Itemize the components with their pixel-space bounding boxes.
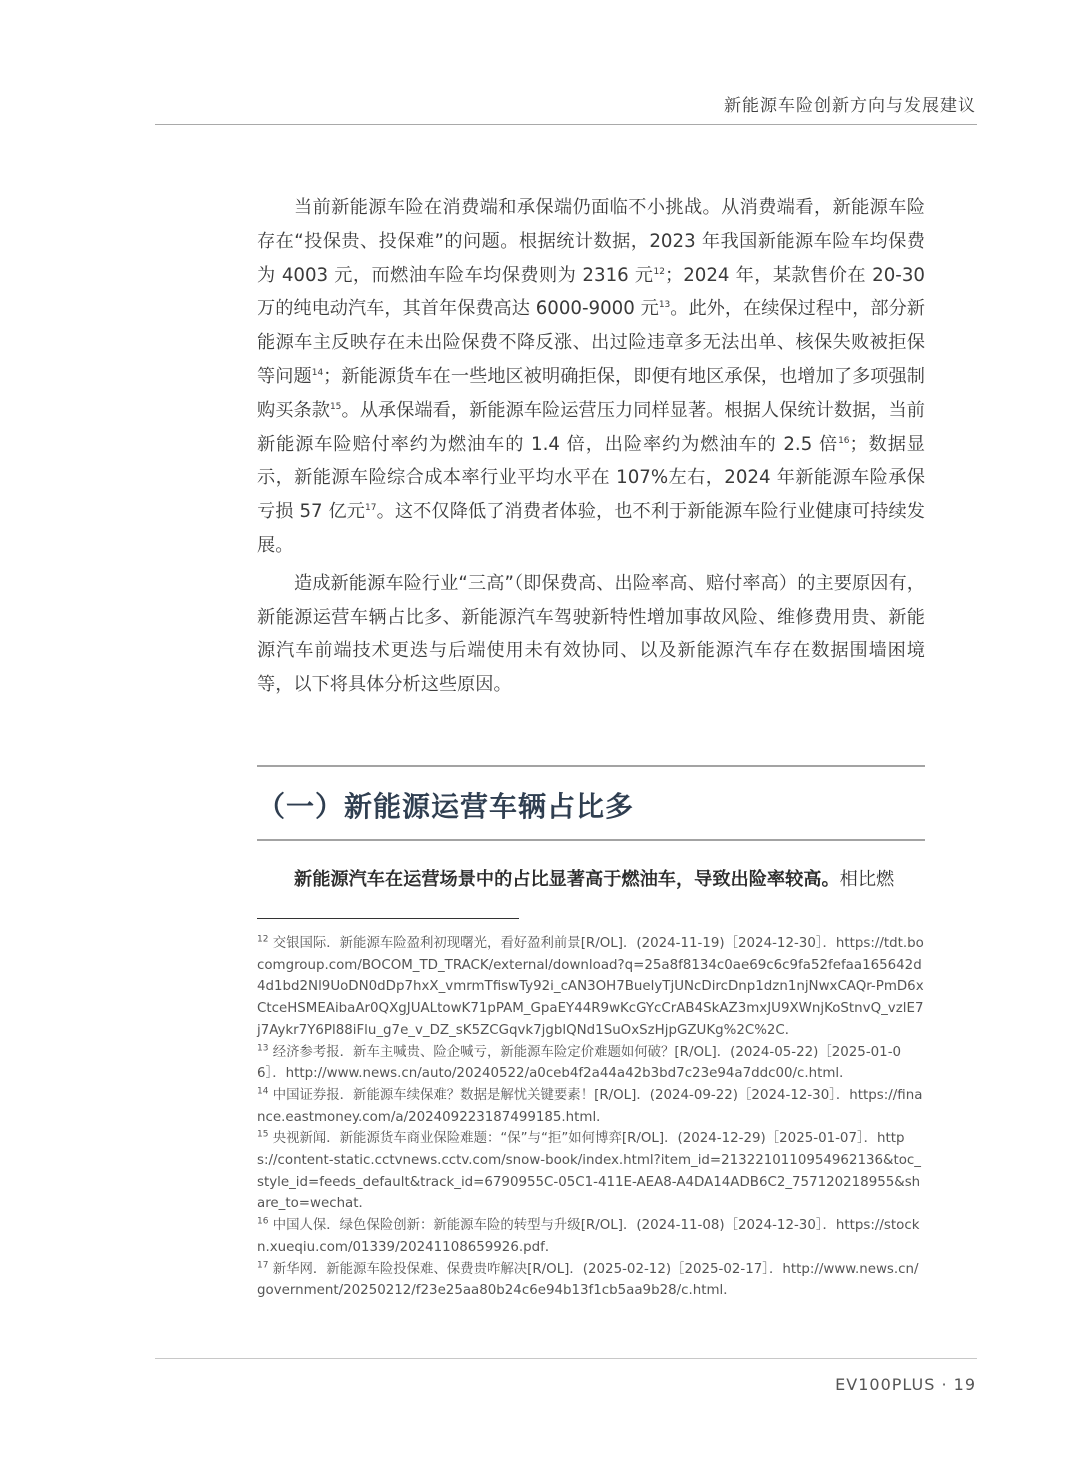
paragraph-2: 造成新能源车险行业“三高”（即保费高、出险率高、赔付率高）的主要原因有，新能源运营车辆占比多、新能源汽车驾驶新特性增加事故风险、维修费用贵、新能源汽车前端技术更迭与后端使用未有效协同、以及新能源汽车存在数据围墙困境等，以下将具体分析这些原因。 (257, 572, 925, 696)
paragraph-1 (257, 191, 925, 563)
lead-normal-text: 相比燃 (839, 869, 895, 890)
page-footer: EV100PLUS · 19 (835, 1375, 976, 1394)
section-heading: （一）新能源运营车辆占比多 (257, 790, 635, 823)
p1-text-1: 当前新能源车险在消费端和承保端仍面临不小挑战。从消费端看，新能源车险存在“投保贵、投保难”的问题。根据统计数据，2023 年我国新能源车险车均保费为 4003 元，而燃油车险车均保费则为 2316 元 (257, 197, 925, 286)
footnote-text[interactable]: 中国人保．绿色保险创新：新能源车险的转型与升级[R/OL]．(2024-11-08)［2024-12-30］．https://stockn.xueqiu.com/01339/20241108659926.pdf． (257, 1218, 920, 1255)
running-header-title: 新能源车险创新方向与发展建议 (724, 96, 976, 116)
footnote-16 (257, 1215, 925, 1258)
p1-text-6: ；数据显示，新能源车险综合成本率行业平均水平在 107%左右，2024 年新能源车险承保亏损 57 亿元 (257, 433, 925, 523)
footnote-ref-14[interactable]: 14 (311, 367, 324, 378)
header-rule (155, 124, 977, 125)
footnote-text[interactable]: 新华网．新能源车险投保难、保费贵咋解决[R/OL]．(2025-02-12)［2025-02-17］．http://www.news.cn/government/20250212/f23e25aa80b24c6e94b13f1cb5aa9b28/c.html． (257, 1261, 919, 1299)
footnote-text[interactable]: 交银国际．新能源车险盈利初现曙光，看好盈利前景[R/OL]．(2024-11-19)［2024-12-30］．https://tdt.bocomgroup.com/BOCOM_TD_TRACK/external/download?q=25a8f8134c0ae69c6c9fa52fefaa165642d4d1bd2Nl9UoDN0dDp7hxX_vmrmTfiswTy92i_cAN3OH7BuelyTjUNcDircDnp1dzn1njNwxCAQr-PmD6xCtceHSMEAibaAr0QXgJUALtowK71pPAM_GpaEY44R9wKcGYcCrAB4SkAZ3mxJU9XWnjKoStnvQ_vzlE7j7Aykr7Y6Pl88iFlu_g7e_v_DZ_sK5ZCGqvk7jgblQNd1SuOxSzHjpGZUKg%2C%2C． (257, 936, 924, 1038)
footnote-17 (257, 1259, 925, 1302)
p1-text-5: 。从承保端看，新能源车险运营压力同样显著。根据人保统计数据，当前新能源车险赔付率约为燃油车的 1.4 倍，出险率约为燃油车的 2.5 倍 (257, 399, 925, 455)
footnote-number: 16 (257, 1216, 269, 1227)
body-text (257, 191, 925, 702)
p1-text-4: ；新能源货车在一些地区被明确拒保，即便有地区承保，也增加了多项强制购买条款 (257, 365, 925, 421)
footnote-number: 12 (257, 934, 269, 945)
footnote-ref-15[interactable]: 15 (329, 401, 342, 412)
footnote-ref-13[interactable]: 13 (658, 300, 671, 311)
footnote-number: 15 (257, 1129, 269, 1140)
footnote-text[interactable]: 经济参考报．新车主喊贵、险企喊亏，新能源车险定价难题如何破？[R/OL]．(2024-05-22)［2025-01-06］．http://www.news.cn/auto/20240522/a0ceb4f2a44a42b3bd7c23e94a7ddc00/c.html． (257, 1044, 902, 1082)
footnote-number: 13 (257, 1043, 269, 1054)
footnote-number: 17 (257, 1260, 269, 1271)
footnote-separator (257, 918, 519, 919)
p1-text-7: 。这不仅降低了消费者体验，也不利于新能源车险行业健康可持续发展。 (257, 501, 925, 556)
footnote-12 (257, 933, 925, 1042)
footnote-15 (257, 1128, 925, 1215)
footnote-number: 14 (257, 1086, 269, 1097)
footnote-13 (257, 1042, 925, 1085)
footnote-14 (257, 1085, 925, 1128)
footnote-ref-17[interactable]: 17 (365, 503, 377, 514)
footnote-ref-12[interactable]: 12 (653, 266, 665, 277)
p1-text-3: 。此外，在续保过程中，部分新能源车主反映存在未出险保费不降反涨、出过险违章多无法出单、核保失败被拒保等问题 (257, 298, 925, 387)
lead-paragraph (257, 865, 925, 891)
footer-rule (155, 1358, 977, 1359)
lead-bold-text: 新能源汽车在运营场景中的占比显著高于燃油车，导致出险率较高。 (294, 869, 840, 890)
section-heading-box (257, 765, 925, 841)
footnotes (257, 933, 925, 1302)
p1-text-2: ；2024 年，某款售价在 20-30 万的纯电动汽车，其首年保费高达 6000-9000 元 (257, 264, 925, 320)
footnote-text[interactable]: 中国证券报．新能源车续保难？数据是解忧关键要素！[R/OL]．(2024-09-22)［2024-12-30］．https://finance.eastmoney.com/a/202409223187499185.html． (257, 1087, 923, 1125)
footnote-ref-16[interactable]: 16 (838, 435, 850, 446)
footnote-text[interactable]: 央视新闻．新能源货车商业保险难题：“保”与“拒”如何博弈[R/OL]．(2024-12-29)［2025-01-07］．https://content-static.cctvnews.cctv.com/snow-book/index.html?item_id=2132210110954962136&toc_style_id=feeds_default&track_id=6790955C-05C1-411E-AEA8-A4DA14ADB6C2_757120218955&share_to=wechat． (257, 1131, 921, 1212)
